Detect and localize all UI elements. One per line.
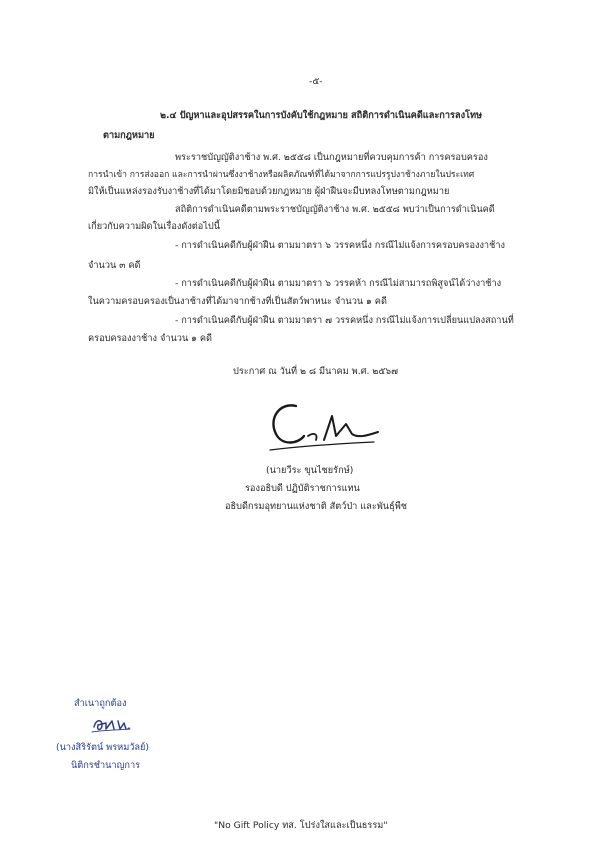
section-heading-line1: ๒.๔ ปัญหาและอุปสรรคในการบังคับใช้กฎหมาย สถิติการดำเนินคดีและการลงโทษ — [160, 110, 483, 121]
footer-policy: "No Gift Policy ทส. โปร่งใสและเป็นธรรม" — [214, 820, 388, 831]
announcement-date: ประกาศ ณ วันที่ ๒ ๘ มีนาคม พ.ศ. ๒๕๖๗ — [233, 366, 399, 377]
paragraph1-line2: การนำเข้า การส่งออก และการนำผ่านซึ่งงาช้างหรือผลิตภัณฑ์ที่ได้มาจากการแปรรูปงาช้างภายในประเทศ — [88, 170, 475, 180]
bullet3-line2: ครอบครองงาช้าง จำนวน ๑ คดี — [88, 333, 213, 344]
paragraph2-line2: เกี่ยวกับความผิดในเรื่องดังต่อไปนี้ — [88, 221, 221, 232]
signature-image — [262, 392, 382, 454]
bullet1-line2: จำนวน ๓ คดี — [88, 260, 141, 271]
signatory-position1: รองอธิบดี ปฏิบัติราชการแทน — [245, 483, 360, 494]
bullet3-line1: - การดำเนินคดีกับผู้ฝ่าฝืน ตามมาตรา ๗ วรรคหนึ่ง กรณีไม่แจ้งการเปลี่ยนแปลงสถานที่ — [175, 315, 514, 326]
paragraph1-line3: มิให้เป็นแหล่งรองรับงาช้างที่ได้มาโดยมิชอบด้วยกฎหมาย ผู้ฝ่าฝืนจะมีบทลงโทษตามกฎหมาย — [88, 186, 450, 197]
section-heading-line2: ตามกฎหมาย — [103, 130, 155, 141]
page-number: -๕- — [309, 76, 323, 87]
bullet2-line2: ในความครอบครองเป็นงาช้างที่ได้มาจากช้างที่เป็นสัตว์พาหนะ จำนวน ๑ คดี — [88, 296, 387, 307]
bullet2-line1: - การดำเนินคดีกับผู้ฝ่าฝืน ตามมาตรา ๖ วรรคห้า กรณีไม่สามารถพิสูจน์ได้ว่างาช้าง — [175, 278, 502, 289]
certifier-signature-image — [90, 713, 138, 735]
paragraph2-line1: สถิติการดำเนินคดีตามพระราชบัญญัติงาช้าง พ.ศ. ๒๕๕๘ พบว่าเป็นการดำเนินคดี — [175, 204, 495, 215]
signatory-position2: อธิบดีกรมอุทยานแห่งชาติ สัตว์ป่า และพันธุ์พืช — [225, 501, 407, 512]
certified-label: สำเนาถูกต้อง — [74, 698, 127, 709]
certifier-name: (นางสิริรัตน์ พรหมวัลย์) — [56, 742, 150, 753]
signatory-name: (นายวีระ ขุนไชยรักษ์) — [266, 465, 354, 476]
certifier-position: นิติกรชำนาญการ — [71, 760, 141, 771]
paragraph1-line1: พระราชบัญญัติงาช้าง พ.ศ. ๒๕๕๘ เป็นกฎหมายที่ควบคุมการค้า การครอบครอง — [175, 152, 488, 163]
bullet1-line1: - การดำเนินคดีกับผู้ฝ่าฝืน ตามมาตรา ๖ วรรคหนึ่ง กรณีไม่แจ้งการครอบครองงาช้าง — [175, 240, 505, 251]
